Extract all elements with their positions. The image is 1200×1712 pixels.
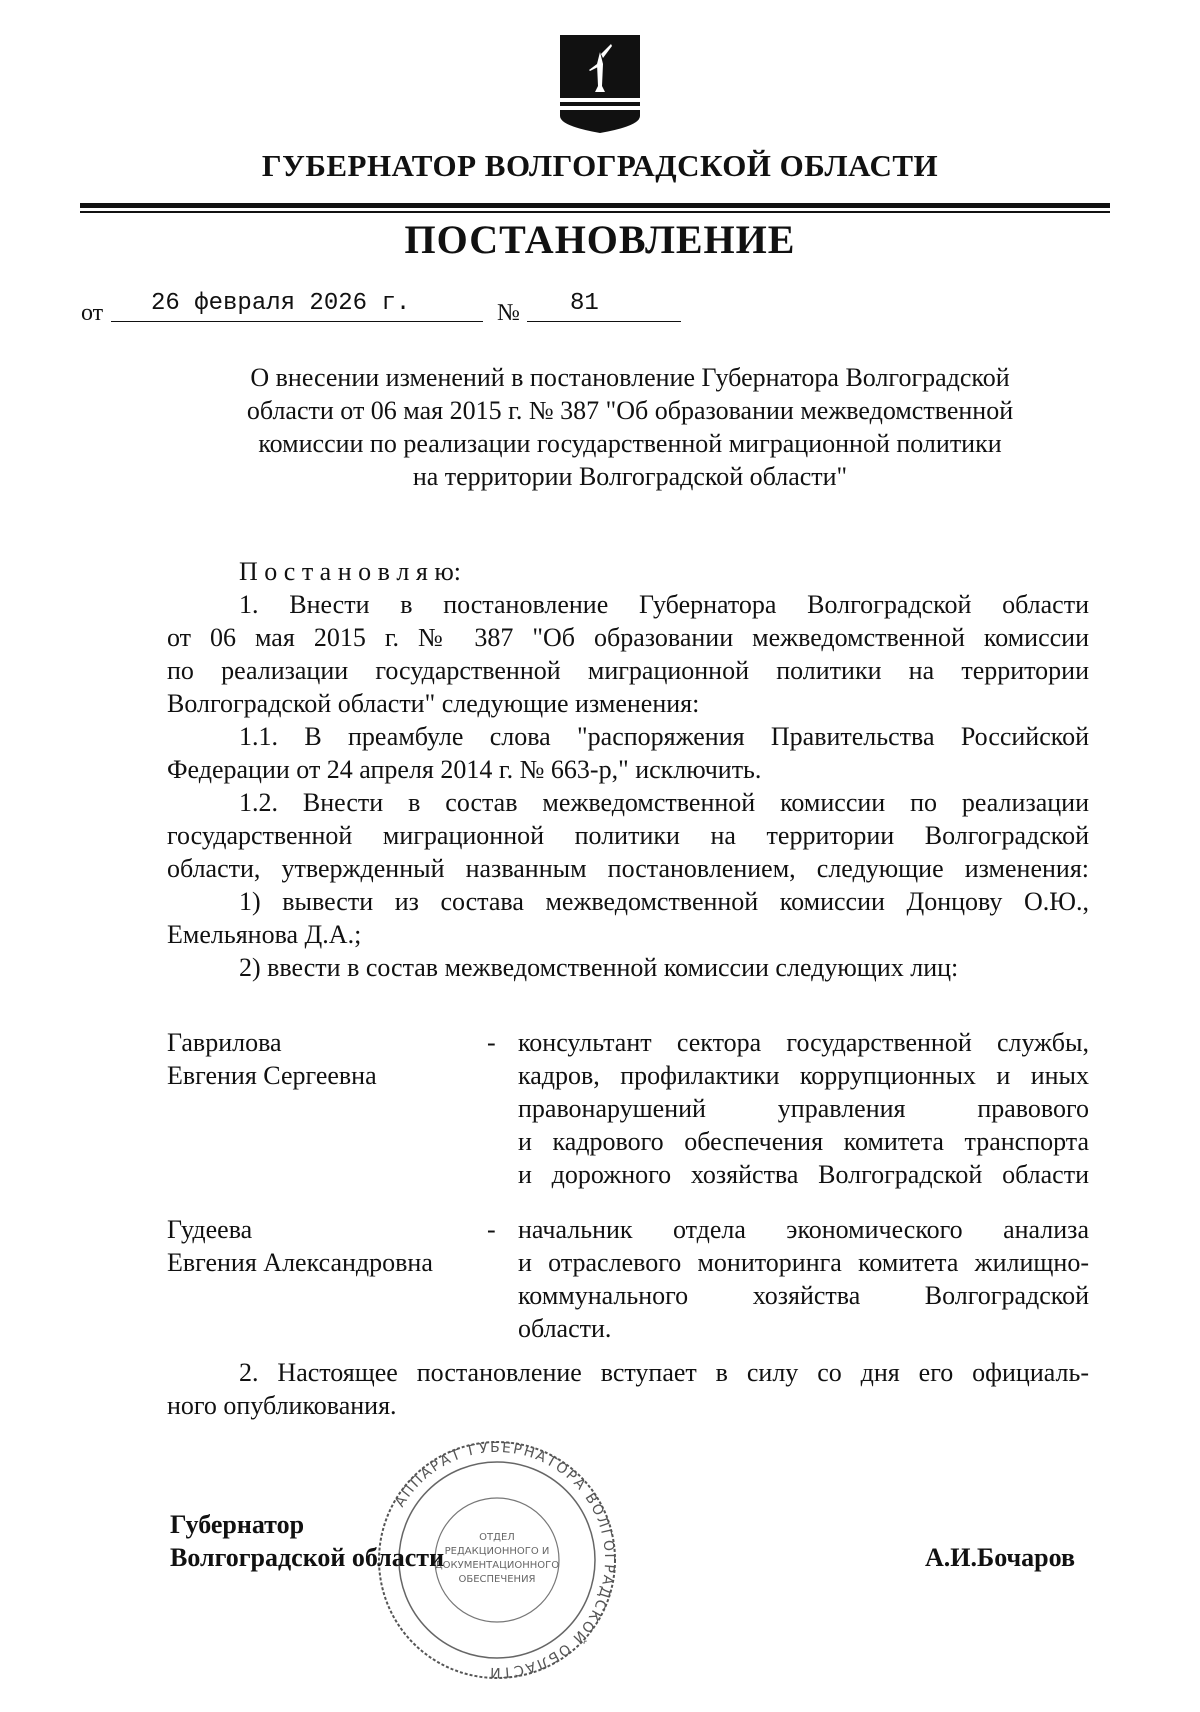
title-line: комиссии по реализации государственной миграционной политики: [258, 429, 1002, 458]
position-line: правонарушений управления правового: [518, 1094, 1089, 1123]
seal-inner-line: ДОКУМЕНТАЦИОННОГО: [434, 1560, 560, 1571]
paragraph-2-last-line: ного опубликования.: [167, 1391, 397, 1420]
seal-inner-line: ОБЕСПЕЧЕНИЯ: [458, 1574, 536, 1585]
person-name: [167, 1213, 467, 1279]
position-line: коммунального хозяйства Волгоградской: [518, 1281, 1089, 1310]
person-given-name: Евгения Александровна: [167, 1248, 433, 1277]
person-dash: -: [487, 1215, 496, 1244]
position-line: начальник отдела экономического анализа: [518, 1215, 1089, 1244]
document-title: [180, 361, 1080, 493]
date-label: от: [81, 300, 104, 326]
document-number: 81: [570, 290, 599, 317]
paragraph-1-2-line: области, утвержденный названным постановлением, следующие изменения:: [167, 854, 1089, 883]
position-line: и отраслевого мониторинга комитета жилищно-: [518, 1248, 1089, 1277]
seal-inner-line: РЕДАКЦИОННОГО И: [444, 1546, 550, 1557]
coat-of-arms-icon: [559, 34, 641, 134]
paragraph-1-line: по реализации государственной миграционной политики на территории: [167, 656, 1089, 685]
organization-title: ГУБЕРНАТОР ВОЛГОГРАДСКОЙ ОБЛАСТИ: [261, 148, 939, 183]
position-line: области.: [518, 1314, 612, 1343]
person-name: [167, 1026, 467, 1092]
subitem-1-last-line: Емельянова Д.А.;: [167, 920, 362, 949]
paragraph-1-2-first-line: 1.2. Внести в состав межведомственной комиссии по реализации: [239, 788, 1089, 817]
title-line: на территории Волгоградской области": [412, 462, 848, 491]
person-surname: Гудеева: [167, 1215, 253, 1244]
resolve-heading: П о с т а н о в л я ю:: [239, 557, 461, 586]
signatory-title-line: Волгоградской области: [170, 1543, 445, 1572]
paragraph-1-first-line: 1. Внести в постановление Губернатора Волгоградской области: [239, 590, 1089, 619]
number-label: №: [497, 300, 520, 326]
paragraph-1-line: от 06 мая 2015 г. № 387 "Об образовании межведомственной комиссии: [167, 623, 1089, 652]
header-rule-thick: [80, 203, 1110, 208]
paragraph-1-1-last-line: Федерации от 24 апреля 2014 г. № 663-р," исключить.: [167, 755, 762, 784]
subitem-1-first-line: 1) вывести из состава межведомственной комиссии Донцову О.Ю.,: [239, 887, 1089, 916]
paragraph-2-first-line: 2. Настоящее постановление вступает в силу со дня его официаль-: [239, 1358, 1089, 1387]
number-underline: [527, 321, 681, 322]
position-line: консультант сектора государственной службы,: [518, 1028, 1089, 1057]
seal-outer-text: АППАРАТ ГУБЕРНАТОРА ВОЛГОГРАДСКОЙ ОБЛАСТИ: [392, 1440, 618, 1680]
paragraph-1-2-line: государственной миграционной политики на территории Волгоградской: [167, 821, 1089, 850]
paragraph-1-1-first-line: 1.1. В преамбуле слова "распоряжения Правительства Российской: [239, 722, 1089, 751]
person-dash: -: [487, 1028, 496, 1057]
signatory-title-line: Губернатор: [170, 1510, 305, 1539]
person-position: [518, 1213, 1089, 1345]
signatory-name: А.И.Бочаров: [925, 1543, 1076, 1572]
header-rule-thin: [80, 211, 1110, 213]
document-type: ПОСТАНОВЛЕНИЕ: [404, 217, 796, 262]
paragraph-1-last-line: Волгоградской области" следующие изменения:: [167, 689, 700, 718]
position-line: кадров, профилактики коррупционных и иных: [518, 1061, 1089, 1090]
document-date: 26 февраля 2026 г.: [151, 290, 411, 317]
title-line: О внесении изменений в постановление Губернатора Волгоградской: [250, 363, 1010, 392]
person-given-name: Евгения Сергеевна: [167, 1061, 377, 1090]
person-position: [518, 1026, 1089, 1191]
subitem-2: 2) ввести в состав межведомственной комиссии следующих лиц:: [239, 953, 959, 982]
date-underline: [111, 321, 483, 322]
title-line: области от 06 мая 2015 г. № 387 "Об образовании межведомственной: [246, 396, 1014, 425]
position-line: и дорожного хозяйства Волгоградской области: [518, 1160, 1089, 1189]
person-surname: Гаврилова: [167, 1028, 282, 1057]
seal-inner-line: ОТДЕЛ: [479, 1532, 515, 1543]
signatory-title: [170, 1508, 444, 1574]
position-line: и кадрового обеспечения комитета транспорта: [518, 1127, 1089, 1156]
